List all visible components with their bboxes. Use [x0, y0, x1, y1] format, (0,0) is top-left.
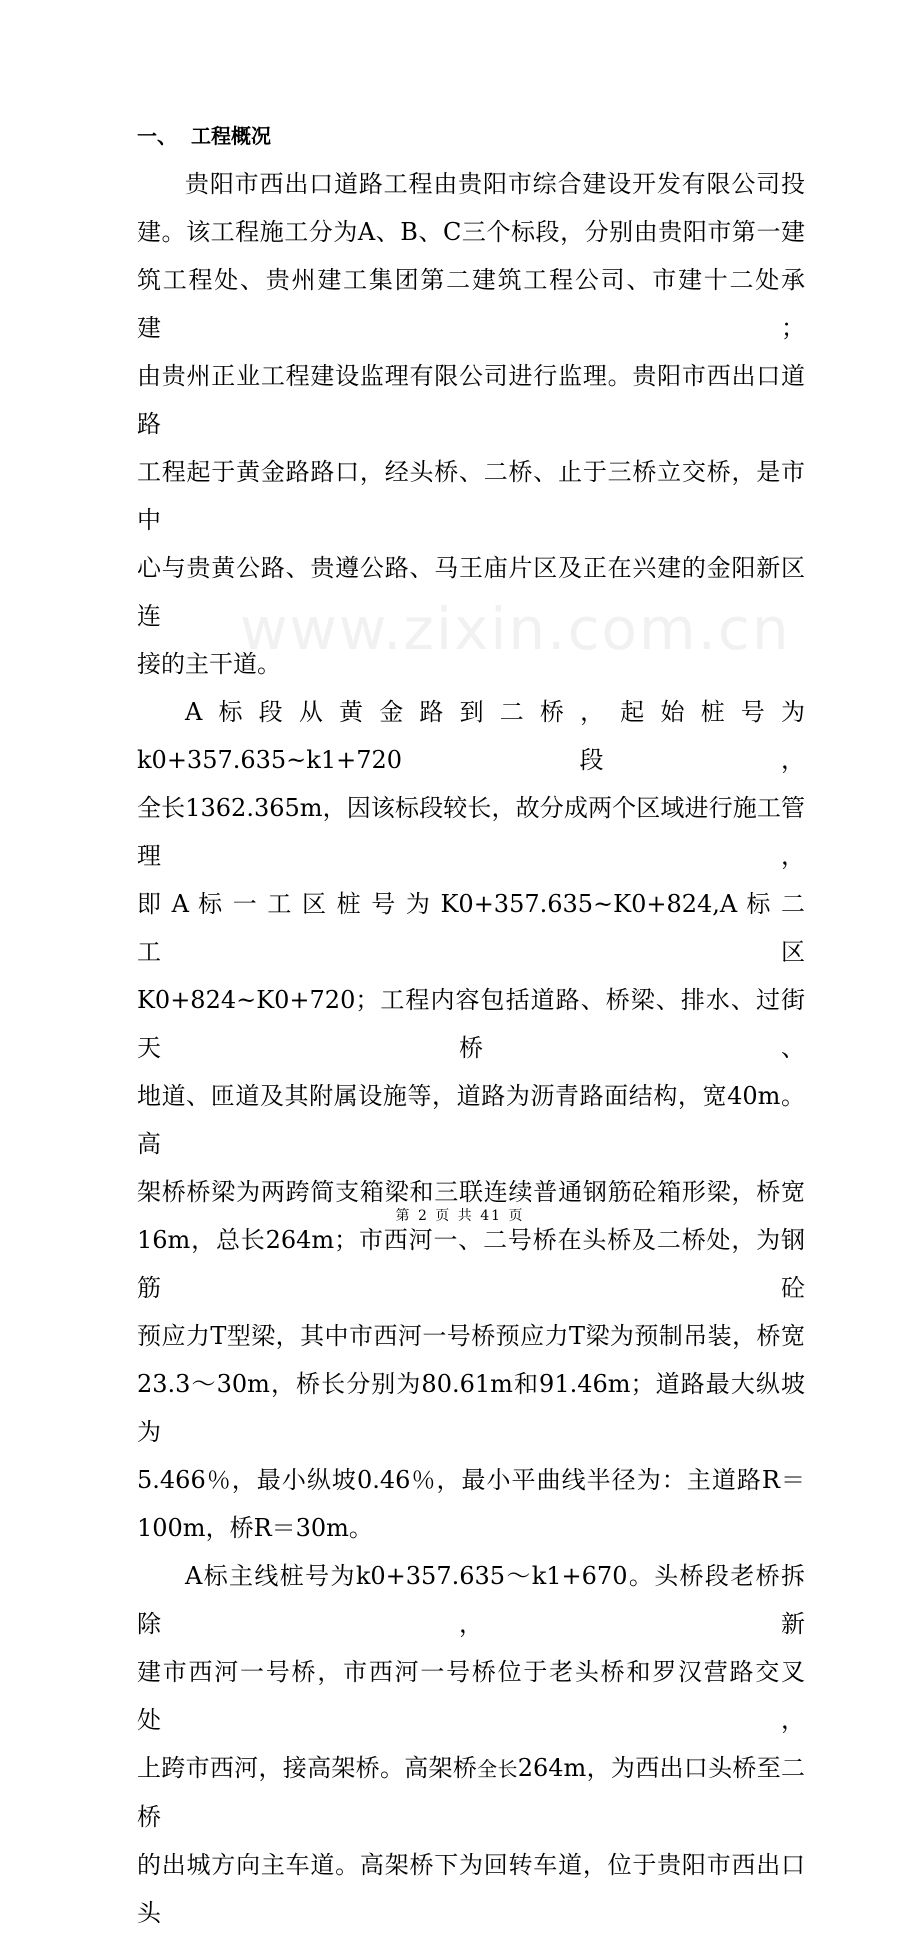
text-line: 5.466％，最小纵坡0.46％，最小平曲线半径为：主道路R＝	[137, 1466, 805, 1494]
section-number: 一、	[137, 124, 177, 148]
text-line: A标主线桩号为k0+357.635～k1+670。头桥段老桥拆除，新	[137, 1562, 805, 1638]
text-line: K0+824~K0+720；工程内容包括道路、桥梁、排水、过街天桥、	[137, 986, 805, 1062]
text-line: 心与贵黄公路、贵遵公路、马王庙片区及正在兴建的金阳新区连	[137, 554, 805, 630]
text-segment: 上跨市西河，接高架桥。高架桥	[137, 1754, 478, 1782]
text-segment-small: 全长	[477, 1757, 518, 1781]
text-line: 16m，总长264m；市西河一、二号桥在头桥及二桥处，为钢筋砼	[137, 1226, 805, 1302]
paragraph-main-line	[137, 1552, 805, 1937]
text-line: 地道、匝道及其附属设施等，道路为沥青路面结构，宽40m。高	[137, 1082, 805, 1158]
text-line: 建市西河一号桥，市西河一号桥位于老头桥和罗汉营路交叉处，	[137, 1658, 805, 1734]
text-line: 预应力T型梁，其中市西河一号桥预应力T梁为预制吊装，桥宽	[137, 1322, 805, 1350]
body-text	[137, 160, 805, 1937]
text-line: 筑工程处、贵州建工集团第二建筑工程公司、市建十二处承建；	[137, 266, 805, 342]
text-line: 100m，桥R＝30m。	[137, 1514, 373, 1542]
text-line: 接的主干道。	[137, 650, 281, 678]
watermark: www.zixin.com.cn	[240, 595, 791, 663]
text-line: 工程起于黄金路路口，经头桥、二桥、止于三桥立交桥，是市中	[137, 458, 805, 534]
paragraph-section-a	[137, 688, 805, 1552]
text-segment: 264m，为西出口头桥至二桥	[137, 1754, 805, 1831]
paragraph-project-overview	[137, 160, 805, 688]
text-line	[137, 1744, 805, 1841]
text-line: 全长1362.365m，因该标段较长，故分成两个区域进行施工管理，	[137, 794, 805, 870]
text-line: 的出城方向主车道。高架桥下为回转车道，位于贵阳市西出口头	[137, 1851, 805, 1927]
text-line: 由贵州正业工程建设监理有限公司进行监理。贵阳市西出口道路	[137, 362, 805, 438]
text-line: 架桥桥梁为两跨简支箱梁和三联连续普通钢筋砼箱形梁，桥宽	[137, 1178, 805, 1206]
text-line: A标段从黄金路到二桥，起始桩号为k0+357.635~k1+720段，	[137, 698, 805, 774]
section-heading	[137, 118, 271, 154]
page-footer: 第 2 页 共 41 页	[395, 1208, 525, 1224]
text-line: 贵阳市西出口道路工程由贵阳市综合建设开发有限公司投	[185, 170, 805, 198]
text-line: 建。该工程施工分为A、B、C三个标段，分别由贵阳市第一建	[137, 218, 805, 246]
text-line: 即 A 标 一 工 区 桩 号 为 K0+357.635~K0+824,A 标 二 工 区	[137, 890, 805, 966]
section-title: 工程概况	[191, 124, 271, 148]
text-line: 23.3～30m，桥长分别为80.61m和91.46m；道路最大纵坡为	[137, 1370, 805, 1446]
